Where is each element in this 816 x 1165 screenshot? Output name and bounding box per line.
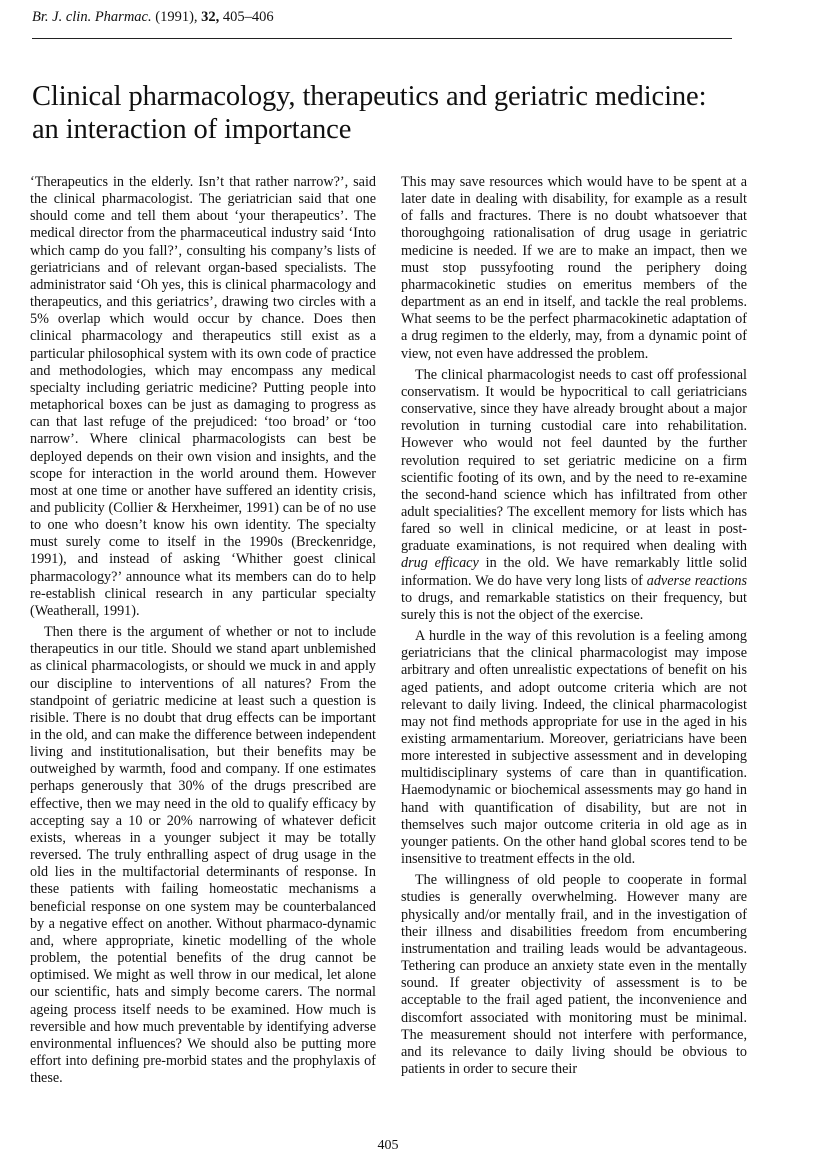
emphasis-drug-efficacy: drug efficacy bbox=[401, 555, 479, 572]
paragraph bbox=[401, 367, 747, 624]
title-line-2: an interaction of importance bbox=[32, 114, 352, 145]
paragraph: ‘Therapeutics in the elderly. Isn’t that rather narrow?’, said the clinical pharmacologist. The geriatrician said that one should come and tell them about ‘your therapeutics’. The medical director from the pharmaceutical industry said ‘Into which camp do you fall?’, consulting his company’s lists of geriatricians and of relevant organ-based specialists. The administrator said ‘Oh yes, this is clinical pharmacology and therapeutics, and this geriatrics’, drawing two circles with a 5% overlap which would occur by chance. Does then clinical pharmacology and therapeutics still exist as a particular philosophical system with its own code of practice and methodologies, which may encompass any medical specialty including geriatric medicine? Putting people into metaphorical boxes can be just as damaging to progress as can that last refuge of the prejudiced: ‘too broad’ or ‘too narrow’. Where clinical pharmacologists can best be deployed depends on their own vision and insights, and the scope for interaction in the world around them. However most at one time or another have suffered an identity crisis, and publicity (Collier & Herxheimer, 1991) can be of no use to one who doesn’t know his own identity. The specialty must surely come to itself in the 1990s (Breckenridge, 1991), and instead of asking ‘Whither goest clinical pharmacology?’ announce what its members can do to help re-establish clinical research in any particular specialty (Weatherall, 1991). bbox=[30, 174, 376, 619]
journal-pages: 405–406 bbox=[222, 9, 274, 25]
title-line-1: Clinical pharmacology, therapeutics and geriatric medicine: bbox=[32, 81, 707, 112]
article-title bbox=[32, 80, 772, 146]
running-header bbox=[32, 8, 732, 26]
emphasis-adverse-reactions: adverse reactions bbox=[646, 572, 747, 589]
page-number: 405 bbox=[377, 1138, 399, 1153]
journal-volume: 32, bbox=[201, 9, 220, 25]
paragraph: This may save resources which would have to be spent at a later date in dealing with disability, for example as a result of falls and fractures. There is no doubt whatsoever that thoroughgoing rationalisation of drug usage in geriatric medicine is needed. If we are to make an impact, then we must stop pussyfooting round the periphery doing pharmacokinetic studies on emeritus members of the department as an end in itself, and tackle the real problems. What seems to be the perfect pharmacokinetic adaptation of a drug regimen to the elderly, may, from a dynamic point of view, not even have addressed the problem. bbox=[401, 174, 747, 362]
text-run: to drugs, and remarkable statistics on their frequency, but surely this is not the object of the exercise. bbox=[401, 589, 747, 623]
left-column bbox=[30, 174, 376, 1087]
text-run: in the old. We have remarkably little solid information. We do have very long lists of bbox=[401, 555, 747, 589]
header-rule bbox=[32, 38, 732, 39]
journal-name: Br. J. clin. Pharmac. bbox=[32, 9, 152, 25]
paragraph: The willingness of old people to cooperate in formal studies is generally overwhelming. However many are physically and/or mentally frail, and in the investigation of their illness and disabilities freedom from encumbering instrumentation and trailing leads would be advantageous. Tethering can produce an anxiety state even in the mentally sound. If greater objectivity of assessment is to be acceptable to the frail aged patient, the inconvenience and discomfort associated with monitoring must be minimal. The measurement should not interfere with performance, and its relevance to daily living should be obvious to patients in order to secure their bbox=[401, 872, 747, 1077]
paragraph: Then there is the argument of whether or not to include therapeutics in our title. Should we stand apart unblemished as clinical pharmacologists, or should we muck in and apply our discipline to interventions of all natures? From the standpoint of geriatric medicine at least such a question is risible. There is no doubt that drug effects can be important in the old, and can make the difference between independent living and institutionalisation, but their benefits may be outweighed by warmth, food and company. If one estimates perhaps generously that 30% of the drugs prescribed are effective, then we may need in the old to qualify efficacy by accepting say a 10 or 20% narrowing of whatever deficit exists, whereas in a younger subject it may be totally reversed. The truly enthralling aspect of drug usage in the old lies in the multifactorial determinants of response. In these patients with failing homeostatic mechanisms a beneficial response on one system may be counterbalanced by a negative effect on another. Without pharmaco-dynamic and, where appropriate, kinetic modelling of the whole problem, the potential benefits of the drug cannot be optimised. We might as well throw in our medical, let alone our scientific, hats and simply become carers. The normal ageing process itself needs to be examined. How much is reversible and how much preventable by identifying adverse environmental influences? We should also be putting more effort into defining pre-morbid states and the prophylaxis of these. bbox=[30, 624, 376, 1087]
right-column bbox=[401, 174, 747, 1078]
paragraph: A hurdle in the way of this revolution is a feeling among geriatricians that the clinical pharmacologist may impose arbitrary and often unrealistic expectations of benefit on his aged patients, and adopt outcome criteria which are not relevant to daily living. Indeed, the clinical pharmacologist may not find methods appropriate for use in the aged in his existing armamentarium. Moreover, geriatricians have been more interested in subjective assessment and in developing multidisciplinary systems of care than in quantification. Haemodynamic or biochemical assessments may go hand in hand with quantification of disability, but are not in themselves such major outcome criteria in old age as in younger patients. On the other hand global scores tend to be insensitive to treatment effects in the old. bbox=[401, 628, 747, 868]
journal-year: (1991), bbox=[155, 9, 198, 25]
text-run: The clinical pharmacologist needs to cast off professional conservatism. It would be hypocritical to call geriatricians conservative, since they have already brought about a major revolution in turning custodial care into rehabilitation. However who would not feel daunted by the further revolution required to set geriatric medicine on a firm scientific footing of its own, and by the need to re-examine the second-hand science which has infiltrated from other adult specialities? The excellent memory for lists which has fared so well in clinical medicine, or at least in post-graduate examinations, is not required when dealing with bbox=[401, 366, 747, 555]
